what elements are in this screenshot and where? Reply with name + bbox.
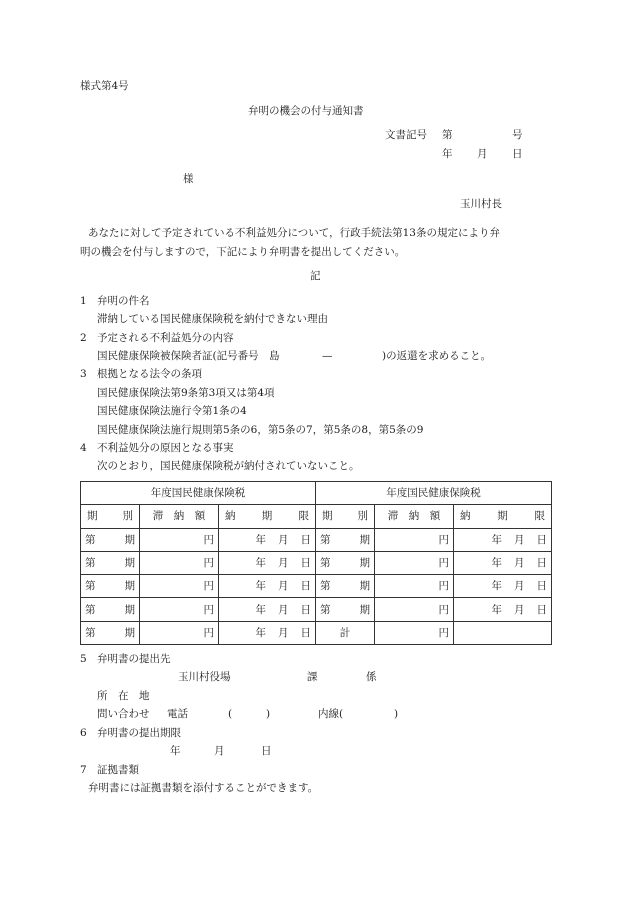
arrears-cell: 円 (140, 598, 219, 621)
table-group-title-right: 年度国民健康保険税 (316, 482, 552, 505)
period-cell: 第 期 (81, 621, 140, 644)
table-total-row (81, 621, 552, 644)
table-group-title-left: 年度国民健康保険税 (81, 482, 316, 505)
section-5-extension: 内線( (318, 708, 344, 720)
total-amount-cell: 円 (375, 621, 454, 644)
section-2-number: 2 (80, 332, 87, 344)
section-2-text-a: 国民健康保険被保険者証(記号番号 島 (97, 350, 280, 362)
arrears-cell: 円 (375, 528, 454, 551)
section-4-text: 次のとおり，国民健康保険税が納付されていないこと。 (97, 460, 360, 472)
section-1-text: 滞納している国民健康保険税を納付できない理由 (97, 313, 328, 325)
ki-heading: 記 (310, 270, 321, 282)
section-6-number: 6 (80, 727, 87, 739)
section-7-number: 7 (80, 764, 87, 776)
document-number-label: 文書記号 (385, 129, 427, 141)
section-5-extension-close: ) (394, 708, 399, 720)
sender-name: 玉川村長 (460, 198, 502, 210)
date-day: 日 (512, 148, 523, 160)
table-column-header-row (81, 505, 552, 528)
deadline-cell: 年 月 日 (219, 575, 316, 598)
arrears-cell: 円 (140, 575, 219, 598)
addressee-suffix: 様 (183, 173, 194, 185)
section-5-address-label: 所 在 地 (97, 690, 150, 702)
section-2-text-b: )の返還を求めること。 (382, 350, 492, 362)
section-1-title: 弁明の件名 (97, 295, 150, 307)
column-header-period: 期 別 (316, 505, 375, 528)
period-cell: 第 期 (81, 551, 140, 574)
total-label-cell: 計 (316, 621, 375, 644)
section-2-title: 予定される不利益処分の内容 (97, 332, 234, 344)
body-text-line-2: 明の機会を付与しますので，下記により弁明書を提出してください。 (80, 246, 406, 258)
table-row (81, 575, 552, 598)
deadline-cell: 年 月 日 (454, 598, 552, 621)
period-cell: 第 期 (81, 598, 140, 621)
table-row (81, 598, 552, 621)
section-1-number: 1 (80, 295, 87, 307)
section-3-number: 3 (80, 368, 87, 380)
deadline-cell: 年 月 日 (454, 575, 552, 598)
deadline-cell: 年 月 日 (454, 528, 552, 551)
body-text-line-1: あなたに対して予定されている不利益処分について，行政手続法第13条の規定により弁 (88, 227, 500, 239)
arrears-cell: 円 (375, 551, 454, 574)
section-7-text: 弁明書には証拠書類を添付することができます。 (88, 782, 319, 794)
section-5-tel: 電話 (167, 708, 188, 720)
section-4-number: 4 (80, 442, 87, 454)
section-3-text-1: 国民健康保険法第9条第3項又は第4項 (97, 387, 275, 399)
section-3-text-2: 国民健康保険法施行令第1条の4 (97, 405, 247, 417)
column-header-deadline: 納 期 限 (219, 505, 316, 528)
table-row (81, 528, 552, 551)
deadline-cell: 年 月 日 (219, 598, 316, 621)
document-number-go: 号 (512, 129, 523, 141)
section-6-title: 弁明書の提出期限 (97, 727, 181, 739)
period-cell: 第 期 (316, 528, 375, 551)
date-month: 月 (477, 148, 488, 160)
column-header-arrears: 滞 納 額 (140, 505, 219, 528)
section-3-title: 根拠となる法令の条項 (97, 368, 202, 380)
period-cell: 第 期 (316, 598, 375, 621)
deadline-cell: 年 月 日 (219, 528, 316, 551)
period-cell: 第 期 (81, 528, 140, 551)
empty-cell (454, 621, 552, 644)
deadline-cell: 年 月 日 (219, 621, 316, 644)
document-number-dai: 第 (442, 129, 453, 141)
section-5-ka: 課 (307, 671, 318, 683)
section-5-number: 5 (80, 653, 87, 665)
section-6-year: 年 (170, 745, 181, 757)
section-2-dash: — (322, 350, 333, 362)
arrears-cell: 円 (375, 575, 454, 598)
arrears-cell: 円 (140, 528, 219, 551)
tax-arrears-table (80, 481, 552, 645)
form-number: 様式第4号 (80, 80, 129, 92)
period-cell: 第 期 (316, 575, 375, 598)
section-4-title: 不利益処分の原因となる事実 (97, 442, 234, 454)
period-cell: 第 期 (316, 551, 375, 574)
section-5-paren-close: ) (266, 708, 271, 720)
deadline-cell: 年 月 日 (454, 551, 552, 574)
section-5-inquiry: 問い合わせ (97, 708, 150, 720)
arrears-cell: 円 (140, 621, 219, 644)
section-7-title: 証拠書類 (97, 764, 139, 776)
section-6-day: 日 (261, 745, 272, 757)
arrears-cell: 円 (375, 598, 454, 621)
section-5-office: 玉川村役場 (178, 671, 231, 683)
table-row (81, 551, 552, 574)
column-header-period: 期 別 (81, 505, 140, 528)
deadline-cell: 年 月 日 (219, 551, 316, 574)
section-5-kakari: 係 (366, 671, 377, 683)
period-cell: 第 期 (81, 575, 140, 598)
arrears-cell: 円 (140, 551, 219, 574)
column-header-arrears: 滞 納 額 (375, 505, 454, 528)
date-year: 年 (442, 148, 453, 160)
table-group-header-row (81, 482, 552, 505)
section-6-month: 月 (214, 745, 225, 757)
section-3-text-3: 国民健康保険法施行規則第5条の6，第5条の7，第5条の8，第5条の9 (97, 424, 424, 436)
column-header-deadline: 納 期 限 (454, 505, 552, 528)
document-title: 弁明の機会の付与通知書 (248, 105, 364, 117)
section-5-paren-open: ( (228, 708, 233, 720)
section-5-title: 弁明書の提出先 (97, 653, 171, 665)
